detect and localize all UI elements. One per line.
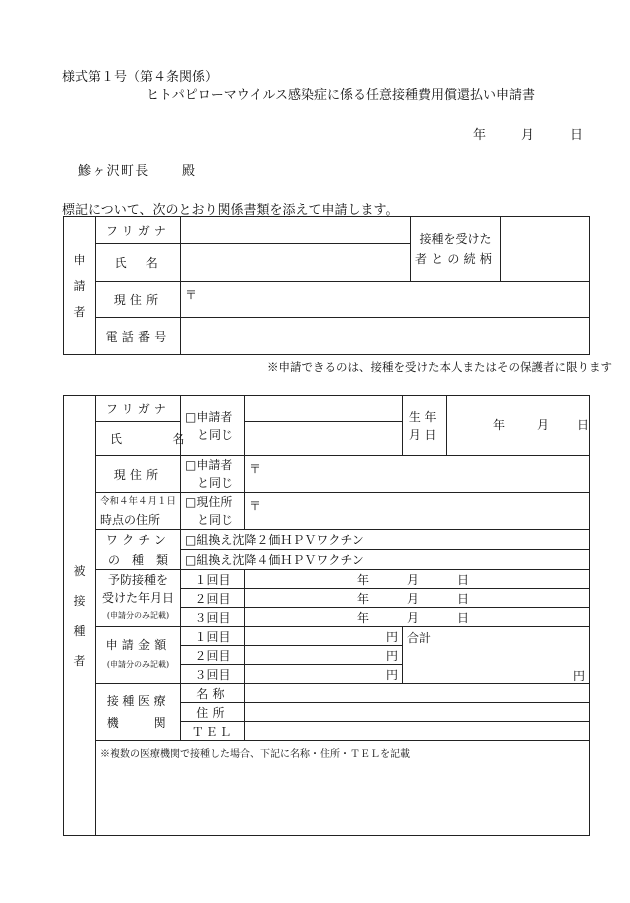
recipient-section-label: 被 接 種 者 [64, 396, 96, 836]
recipient-furigana-label: フリガナ [96, 396, 181, 422]
dose-3-date[interactable]: 年 月 日 [245, 608, 590, 627]
intro-text: 標記について、次のとおり関係書類を添えて申請します。 [62, 203, 399, 218]
applicant-address-label: 現住所 [96, 282, 181, 318]
relation-label: 接種を受けた 者との続柄 [411, 217, 501, 282]
recipient-name-label: 氏 名 [96, 422, 181, 456]
institution-address-field[interactable] [245, 703, 590, 722]
recipient-table [63, 395, 590, 836]
recipient-address-same[interactable]: □申請者 と同じ [181, 456, 245, 493]
birthdate-label: 生年 月日 [403, 396, 447, 456]
institution-name-label: 名称 [181, 684, 245, 703]
applicant-note: ※申請できるのは、接種を受けた本人またはその保護者に限ります [267, 360, 612, 374]
applicant-address-field[interactable] [181, 282, 590, 318]
addressee: 鰺ヶ沢町長 [78, 164, 150, 179]
postal-mark: 〒 [185, 288, 198, 302]
past-address-field[interactable]: 〒 [245, 493, 590, 530]
vaccine-option-2valent[interactable]: □組換え沈降２価ＨＰＶワクチン [181, 530, 590, 550]
applicant-name-label: 氏 名 [96, 244, 181, 282]
total-yen: 円 [572, 669, 585, 683]
amount-label: 申請金額 (申請分のみ記載) [96, 627, 181, 684]
dose-1-date[interactable]: 年 月 日 [245, 570, 590, 589]
amount-dose-2-field[interactable]: 円 [245, 646, 403, 665]
amount-dose-2-label: ２回目 [181, 646, 245, 665]
applicant-phone-field[interactable] [181, 318, 590, 355]
vaccine-label-2: の 種 類 [96, 550, 181, 570]
vaccine-label-1: ワクチン [96, 530, 181, 550]
institution-tel-field[interactable] [245, 722, 590, 741]
dose-2-label: ２回目 [181, 589, 245, 608]
amount-dose-3-field[interactable]: 円 [245, 665, 403, 684]
amount-dose-1-label: １回目 [181, 627, 245, 646]
vaccination-date-label: 予防接種を 受けた年月日 (申請分のみ記載) [96, 570, 181, 627]
recipient-address-field[interactable]: 〒 [245, 456, 590, 493]
institution-address-label: 住所 [181, 703, 245, 722]
amount-dose-3-label: ３回目 [181, 665, 245, 684]
relation-field[interactable] [501, 217, 590, 282]
institution-tel-label: ＴＥＬ [181, 722, 245, 741]
applicant-furigana-label: フリガナ [96, 217, 181, 244]
past-address-same[interactable]: □現住所 と同じ [181, 493, 245, 530]
institution-label: 接種医療 機 関 [96, 684, 181, 741]
date-day: 日 [570, 128, 584, 143]
dose-1-label: １回目 [181, 570, 245, 589]
recipient-address-label: 現住所 [96, 456, 181, 493]
form-title: ヒトパピローマウイルス感染症に係る任意接種費用償還払い申請書 [146, 88, 535, 103]
vaccine-option-4valent[interactable]: □組換え沈降４価ＨＰＶワクチン [181, 550, 590, 570]
recipient-name-field[interactable] [245, 422, 403, 456]
amount-total-field[interactable] [403, 627, 590, 684]
date-month: 月 [521, 128, 535, 143]
dose-3-label: ３回目 [181, 608, 245, 627]
applicant-phone-label: 電話番号 [96, 318, 181, 355]
honorific: 殿 [182, 164, 196, 179]
total-label: 合計 [407, 631, 432, 645]
applicant-furigana-field[interactable] [181, 217, 411, 244]
dose-2-date[interactable]: 年 月 日 [245, 589, 590, 608]
recipient-same-as-applicant[interactable]: □申請者 と同じ [181, 396, 245, 456]
recipient-furigana-field[interactable] [245, 396, 403, 422]
amount-dose-1-field[interactable]: 円 [245, 627, 403, 646]
past-address-label: 令和４年４月１日 時点の住所 [96, 493, 181, 530]
multiple-institutions-note: ※複数の医療機関で接種した場合、下記に名称・住所・ＴＥＬを記載 [100, 749, 410, 760]
applicant-section-label: 申 請 者 [64, 217, 96, 355]
birthdate-field[interactable]: 年 月 日 [447, 396, 590, 456]
applicant-table [63, 216, 590, 355]
multiple-institutions-area[interactable] [96, 741, 590, 836]
institution-name-field[interactable] [245, 684, 590, 703]
date-year: 年 [473, 128, 487, 143]
form-number: 様式第１号（第４条関係） [62, 70, 219, 85]
applicant-name-field[interactable] [181, 244, 411, 282]
